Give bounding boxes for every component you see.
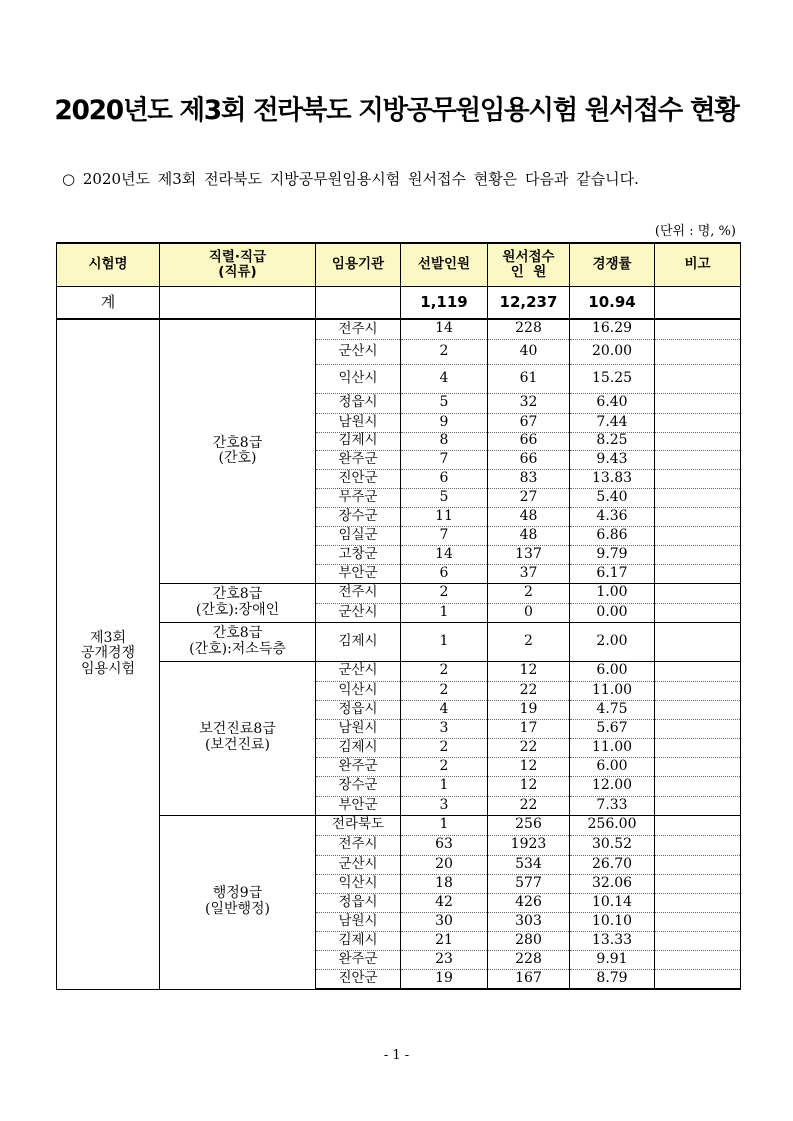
agency-cell: 장수군 [316,507,401,526]
selected-cell: 3 [401,796,488,815]
rank-group-line1: 행정9급 [212,885,263,902]
unit-label: (단위 : 명, %) [654,224,736,239]
agency-cell: 정읍시 [316,893,401,912]
ratio-cell: 20.00 [570,339,655,364]
selected-cell: 1 [401,815,488,835]
agency-cell: 전주시 [316,583,401,603]
applied-cell: 256 [488,815,570,835]
rank-group-cell [160,661,316,815]
agency-cell: 군산시 [316,339,401,364]
note-cell [655,507,741,526]
ratio-cell: 6.00 [570,757,655,776]
total-row [57,287,741,320]
applied-cell: 22 [488,738,570,757]
ratio-cell: 10.10 [570,912,655,931]
rank-group-line1: 보건진료8급 [199,721,276,738]
ratio-cell: 11.00 [570,738,655,757]
agency-cell: 부안군 [316,796,401,815]
ratio-cell: 10.14 [570,893,655,912]
note-cell [655,855,741,874]
total-note [655,287,741,320]
agency-cell: 익산시 [316,364,401,393]
note-cell [655,738,741,757]
note-cell [655,583,741,603]
table-row [57,319,741,339]
rank-group-cell [160,319,316,583]
selected-cell: 2 [401,757,488,776]
agency-cell: 군산시 [316,855,401,874]
applied-cell: 48 [488,526,570,545]
applied-cell: 17 [488,719,570,738]
note-cell [655,545,741,564]
applied-cell: 137 [488,545,570,564]
note-cell [655,719,741,738]
note-cell [655,364,741,393]
selected-cell: 42 [401,893,488,912]
selected-cell: 1 [401,776,488,796]
note-cell [655,432,741,450]
ratio-cell: 2.00 [570,622,655,661]
selected-cell: 2 [401,738,488,757]
ratio-cell: 256.00 [570,815,655,835]
agency-cell: 김제시 [316,432,401,450]
applied-cell: 0 [488,603,570,622]
ratio-cell: 13.83 [570,469,655,488]
header-applied-line2: 인 원 [510,264,547,280]
table-row [57,583,741,603]
selected-cell: 6 [401,469,488,488]
exam-name-line3: 임용시험 [80,661,136,678]
selected-cell: 11 [401,507,488,526]
agency-cell: 완주군 [316,757,401,776]
agency-cell: 정읍시 [316,393,401,413]
header-selected: 선발인원 [401,243,488,287]
note-cell [655,796,741,815]
note-cell [655,661,741,681]
total-agency-cell [316,287,401,320]
ratio-cell: 30.52 [570,835,655,855]
header-ratio: 경쟁률 [570,243,655,287]
exam-name-line1: 제3회 [90,629,126,646]
note-cell [655,319,741,339]
agency-cell: 진안군 [316,969,401,989]
agency-cell: 전주시 [316,319,401,339]
selected-cell: 19 [401,969,488,989]
ratio-cell: 13.33 [570,931,655,950]
selected-cell: 5 [401,488,488,507]
agency-cell: 김제시 [316,622,401,661]
total-ratio: 10.94 [570,287,655,320]
ratio-cell: 9.43 [570,450,655,469]
applied-cell: 12 [488,661,570,681]
selected-cell: 7 [401,450,488,469]
selected-cell: 63 [401,835,488,855]
ratio-cell: 0.00 [570,603,655,622]
note-cell [655,488,741,507]
note-cell [655,893,741,912]
table-body [57,319,741,989]
agency-cell: 전라북도 [316,815,401,835]
header-rank [160,243,316,287]
agency-cell: 남원시 [316,719,401,738]
applied-cell: 27 [488,488,570,507]
applied-cell: 426 [488,893,570,912]
applied-cell: 280 [488,931,570,950]
applied-cell: 40 [488,339,570,364]
selected-cell: 2 [401,339,488,364]
applied-cell: 83 [488,469,570,488]
applied-cell: 2 [488,622,570,661]
selected-cell: 1 [401,603,488,622]
header-row [57,243,741,287]
note-cell [655,912,741,931]
selected-cell: 4 [401,364,488,393]
note-cell [655,931,741,950]
exam-name-cell [57,319,160,989]
applied-cell: 534 [488,855,570,874]
applied-cell: 303 [488,912,570,931]
header-agency: 임용기관 [316,243,401,287]
rank-group-cell [160,622,316,661]
selected-cell: 7 [401,526,488,545]
agency-cell: 임실군 [316,526,401,545]
agency-cell: 김제시 [316,931,401,950]
selected-cell: 2 [401,681,488,700]
agency-cell: 전주시 [316,835,401,855]
agency-cell: 군산시 [316,661,401,681]
ratio-cell: 9.91 [570,950,655,969]
applied-cell: 66 [488,432,570,450]
rank-group-line1: 간호8급 [212,585,263,602]
ratio-cell: 1.00 [570,583,655,603]
rank-group-line2: (간호) [218,450,257,467]
rank-group-cell [160,583,316,622]
ratio-cell: 6.86 [570,526,655,545]
total-label: 계 [57,287,160,320]
ratio-cell: 26.70 [570,855,655,874]
applied-cell: 577 [488,874,570,893]
ratio-cell: 6.00 [570,661,655,681]
agency-cell: 익산시 [316,874,401,893]
rank-group-cell [160,815,316,989]
header-applied-line1: 원서접수 [502,248,555,265]
applied-cell: 22 [488,681,570,700]
note-cell [655,815,741,835]
table-row [57,622,741,661]
header-exam: 시험명 [57,243,160,287]
note-cell [655,526,741,545]
applied-cell: 12 [488,757,570,776]
selected-cell: 14 [401,319,488,339]
selected-cell: 30 [401,912,488,931]
total-rank-cell [160,287,316,320]
applied-cell: 167 [488,969,570,989]
agency-cell: 정읍시 [316,700,401,719]
applied-cell: 228 [488,950,570,969]
applied-cell: 12 [488,776,570,796]
header-note: 비고 [655,243,741,287]
note-cell [655,393,741,413]
note-cell [655,874,741,893]
total-applied: 12,237 [488,287,570,320]
selected-cell: 14 [401,545,488,564]
note-cell [655,450,741,469]
applied-cell: 32 [488,393,570,413]
ratio-cell: 7.44 [570,413,655,432]
rank-group-line1: 간호8급 [212,624,263,641]
applied-cell: 48 [488,507,570,526]
note-cell [655,700,741,719]
agency-cell: 고창군 [316,545,401,564]
applied-cell: 22 [488,796,570,815]
agency-cell: 부안군 [316,564,401,583]
agency-cell: 완주군 [316,450,401,469]
agency-cell: 김제시 [316,738,401,757]
applied-cell: 66 [488,450,570,469]
ratio-cell: 4.75 [570,700,655,719]
ratio-cell: 6.17 [570,564,655,583]
selected-cell: 9 [401,413,488,432]
header-rank-line2: (직류) [218,264,257,280]
header-rank-line1: 직렬·직급 [208,248,267,265]
agency-cell: 남원시 [316,912,401,931]
ratio-cell: 5.40 [570,488,655,507]
selected-cell: 2 [401,583,488,603]
selected-cell: 21 [401,931,488,950]
page-number: - 1 - [383,1048,410,1063]
application-table [56,242,741,990]
note-cell [655,603,741,622]
selected-cell: 1 [401,622,488,661]
agency-cell: 무주군 [316,488,401,507]
ratio-cell: 32.06 [570,874,655,893]
applied-cell: 61 [488,364,570,393]
ratio-cell: 7.33 [570,796,655,815]
table-row [57,661,741,681]
rank-group-line2: (간호):저소득층 [189,640,286,657]
note-cell [655,950,741,969]
ratio-cell: 9.79 [570,545,655,564]
applied-cell: 67 [488,413,570,432]
applied-cell: 2 [488,583,570,603]
table-row [57,815,741,835]
applied-cell: 1923 [488,835,570,855]
selected-cell: 8 [401,432,488,450]
note-cell [655,469,741,488]
exam-name-line2: 공개경쟁 [80,645,136,662]
ratio-cell: 4.36 [570,507,655,526]
header-applied [488,243,570,287]
ratio-cell: 5.67 [570,719,655,738]
ratio-cell: 11.00 [570,681,655,700]
agency-cell: 진안군 [316,469,401,488]
selected-cell: 4 [401,700,488,719]
rank-group-line2: (간호):장애인 [195,601,280,618]
agency-cell: 완주군 [316,950,401,969]
note-cell [655,413,741,432]
note-cell [655,339,741,364]
applied-cell: 37 [488,564,570,583]
note-cell [655,564,741,583]
applied-cell: 19 [488,700,570,719]
note-cell [655,757,741,776]
rank-group-line1: 간호8급 [212,434,263,451]
agency-cell: 장수군 [316,776,401,796]
note-cell [655,835,741,855]
total-selected: 1,119 [401,287,488,320]
selected-cell: 20 [401,855,488,874]
ratio-cell: 15.25 [570,364,655,393]
applied-cell: 228 [488,319,570,339]
ratio-cell: 16.29 [570,319,655,339]
agency-cell: 남원시 [316,413,401,432]
ratio-cell: 6.40 [570,393,655,413]
note-cell [655,622,741,661]
selected-cell: 6 [401,564,488,583]
selected-cell: 2 [401,661,488,681]
note-cell [655,681,741,700]
agency-cell: 익산시 [316,681,401,700]
note-cell [655,969,741,989]
page-title: 2020년도 제3회 전라북도 지방공무원임용시험 원서접수 현황 [54,95,739,126]
selected-cell: 5 [401,393,488,413]
ratio-cell: 8.25 [570,432,655,450]
ratio-cell: 8.79 [570,969,655,989]
agency-cell: 군산시 [316,603,401,622]
rank-group-line2: (보건진료) [204,737,271,753]
intro-text: ○ 2020년도 제3회 전라북도 지방공무원임용시험 원서접수 현황은 다음과 같습니다. [62,170,639,188]
selected-cell: 23 [401,950,488,969]
note-cell [655,776,741,796]
selected-cell: 18 [401,874,488,893]
ratio-cell: 12.00 [570,776,655,796]
rank-group-line2: (일반행정) [204,901,271,917]
selected-cell: 3 [401,719,488,738]
